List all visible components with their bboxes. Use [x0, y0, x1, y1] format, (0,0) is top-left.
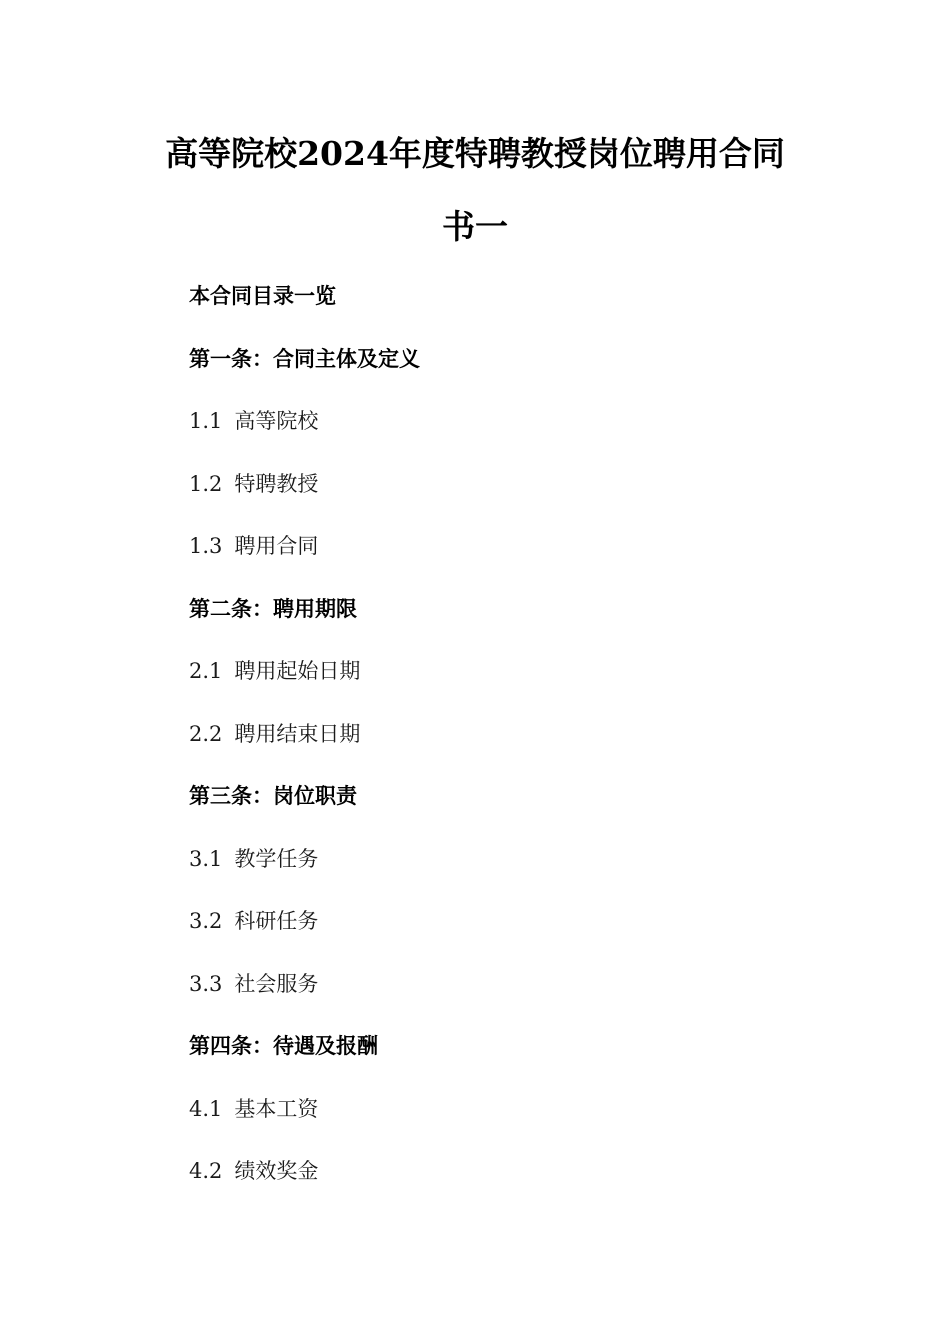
- table-of-contents: [189, 276, 869, 1214]
- document-title-line-1: 高等院校2024年度特聘教授岗位聘用合同: [165, 134, 785, 173]
- toc-item-number: 3.1: [189, 846, 223, 871]
- toc-section-1-heading: 第一条：合同主体及定义: [189, 345, 420, 371]
- document-title-line-2: 书一: [442, 207, 508, 246]
- toc-item: [189, 401, 869, 464]
- toc-item: [189, 714, 869, 777]
- toc-item-number: 2.1: [189, 659, 223, 683]
- toc-item-text: 特聘教授: [234, 471, 319, 496]
- toc-item-number: 1.3: [189, 534, 223, 558]
- toc-item: [189, 964, 869, 1027]
- toc-section-2-heading: 第二条：聘用期限: [189, 595, 357, 621]
- toc-item-text: 聘用结束日期: [234, 721, 361, 746]
- toc-item-number: 2.2: [189, 721, 223, 746]
- toc-item-text: 聘用起始日期: [234, 659, 361, 683]
- toc-item: [189, 526, 869, 589]
- toc-item-text: 聘用合同: [234, 534, 319, 558]
- toc-item-text: 高等院校: [234, 409, 319, 433]
- toc-item: [189, 1089, 869, 1152]
- toc-item-number: 4.1: [189, 1096, 223, 1121]
- toc-item: [189, 651, 869, 714]
- toc-item-number: 3.3: [189, 971, 223, 996]
- toc-item-text: 基本工资: [234, 1096, 319, 1121]
- toc-item-text: 教学任务: [234, 846, 319, 871]
- toc-item: [189, 839, 869, 902]
- toc-section-3-heading: 第三条：岗位职责: [189, 783, 357, 808]
- toc-item-text: 社会服务: [234, 971, 319, 996]
- toc-item-text: 绩效奖金: [234, 1159, 319, 1183]
- toc-item: [189, 901, 869, 964]
- toc-item-number: 3.2: [189, 909, 223, 933]
- toc-item-number: 4.2: [189, 1159, 223, 1183]
- toc-item-text: 科研任务: [234, 909, 319, 933]
- toc-item-number: 1.2: [189, 471, 223, 496]
- toc-heading: 本合同目录一览: [189, 283, 336, 308]
- toc-section-4-heading: 第四条：待遇及报酬: [189, 1033, 378, 1058]
- toc-item-number: 1.1: [189, 409, 223, 433]
- toc-item: [189, 1151, 869, 1214]
- toc-item: [189, 464, 869, 527]
